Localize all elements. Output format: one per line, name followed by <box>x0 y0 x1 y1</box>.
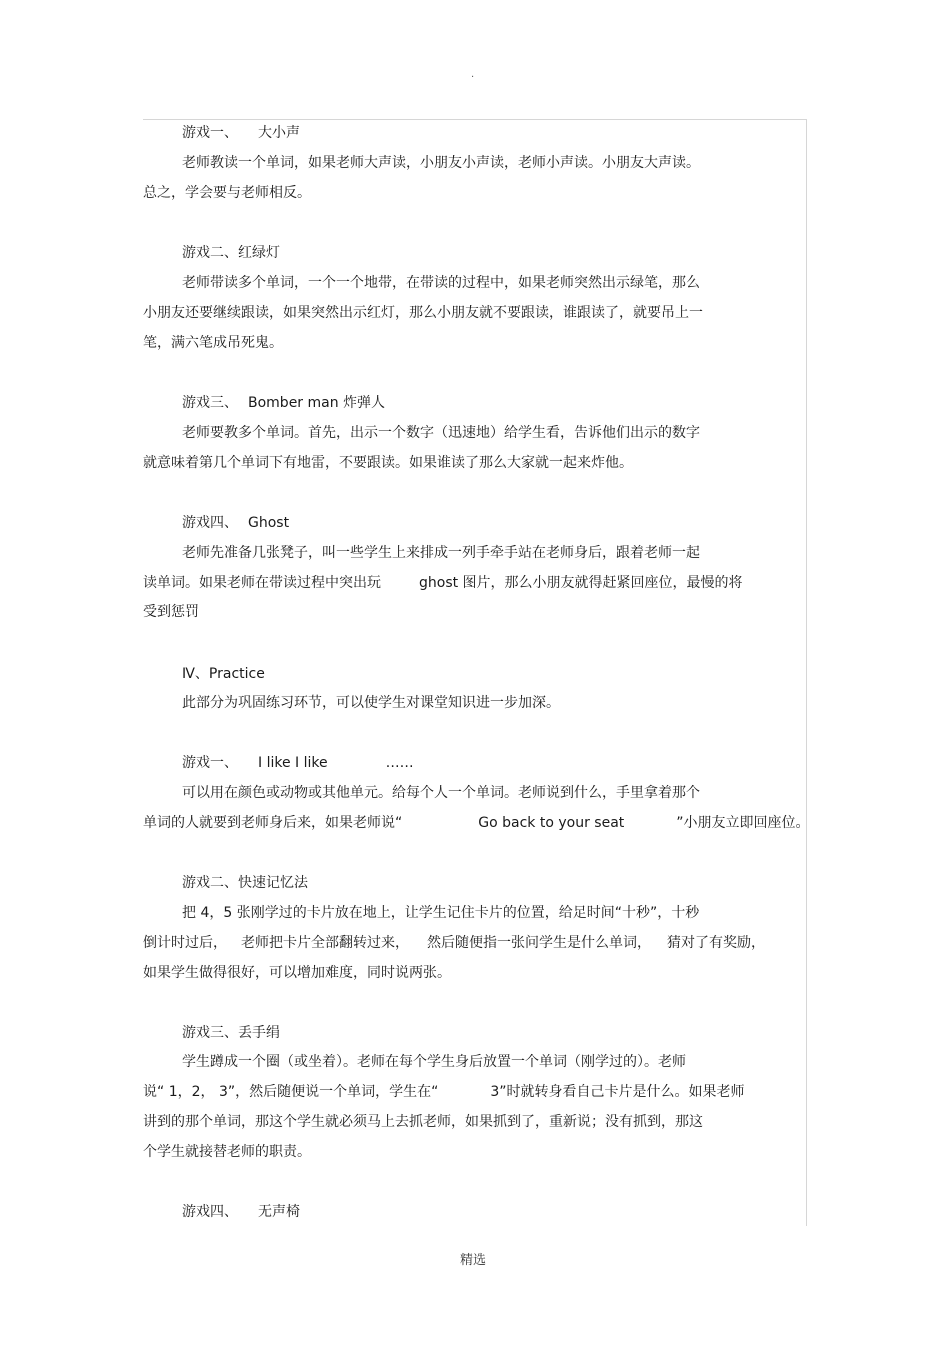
p-game3-line-1: 学生蹲成一个圈（或坐着）。老师在每个学生身后放置一个单词（刚学过的）。老师 <box>182 1054 686 1070</box>
footer-label: 精选 <box>460 1253 487 1268</box>
p-game1-line-1: 可以用在颜色或动物或其他单元。给每个人一个单词。老师说到什么，手里拿着那个 <box>182 785 700 801</box>
game3-line-2: 就意味着第几个单词下有地雷，不要跟读。如果谁读了那么大家就一起来炸他。 <box>143 455 633 471</box>
p-game2-line-1: 把 4，5 张刚学过的卡片放在地上，让学生记住卡片的位置，给足时间“十秒”，十秒 <box>182 905 700 921</box>
p-game3-line-3: 讲到的那个单词，那这个学生就必须马上去抓老师，如果抓到了，重新说；没有抓到，那这 <box>143 1114 703 1130</box>
game2-title: 游戏二、红绿灯 <box>182 245 280 261</box>
p-game3-line-4: 个学生就接替老师的职责。 <box>143 1144 311 1160</box>
game2-line-3: 笔，满六笔成吊死鬼。 <box>143 335 283 351</box>
game3-title: 游戏三、 Bomber man 炸弹人 <box>182 395 386 411</box>
game2-line-2: 小朋友还要继续跟读，如果突然出示红灯，那么小朋友就不要跟读，谁跟读了，就要吊上一 <box>143 305 703 321</box>
header-mark: · <box>471 72 475 83</box>
game1-line-1: 老师教读一个单词，如果老师大声读，小朋友小声读，老师小声读。小朋友大声读。 <box>182 155 700 171</box>
p-game4-title: 游戏四、 无声椅 <box>182 1204 300 1220</box>
p-game1-line-2: 单词的人就要到老师身后来，如果老师说“ Go back to your seat ”小朋友立即回座位。 <box>143 815 810 831</box>
p-game2-line-3: 如果学生做得很好，可以增加难度，同时说两张。 <box>143 965 451 981</box>
game3-line-1: 老师要教多个单词。首先，出示一个数字（迅速地）给学生看，告诉他们出示的数字 <box>182 425 700 441</box>
p-game3-title: 游戏三、丢手绢 <box>182 1025 280 1041</box>
p-game2-title: 游戏二、快速记忆法 <box>182 875 308 891</box>
game1-line-2: 总之，学会要与老师相反。 <box>143 185 311 201</box>
game4-title: 游戏四、 Ghost <box>182 515 290 531</box>
game4-line-2: 读单词。如果老师在带读过程中突出玩 ghost 图片，那么小朋友就得赶紧回座位，最慢的将 <box>143 575 743 591</box>
p-game1-title: 游戏一、 I like I like …… <box>182 755 414 771</box>
game2-line-1: 老师带读多个单词，一个一个地带，在带读的过程中，如果老师突然出示绿笔，那么 <box>182 275 700 291</box>
game4-line-1: 老师先准备几张凳子，叫一些学生上来排成一列手牵手站在老师身后，跟着老师一起 <box>182 545 700 561</box>
p-game3-line-2: 说“ 1，2， 3”，然后随便说一个单词，学生在“ 3”时就转身看自己卡片是什么。如果老师 <box>143 1084 745 1100</box>
p-game2-line-2: 倒计时过后， 老师把卡片全部翻转过来， 然后随便指一张问学生是什么单词， 猜对了有奖励， <box>143 935 765 951</box>
practice-title: Ⅳ、Practice <box>182 666 265 682</box>
game4-line-3: 受到惩罚 <box>143 604 199 620</box>
practice-desc: 此部分为巩固练习环节，可以使学生对课堂知识进一步加深。 <box>182 695 560 711</box>
game1-title: 游戏一、 大小声 <box>182 125 300 141</box>
